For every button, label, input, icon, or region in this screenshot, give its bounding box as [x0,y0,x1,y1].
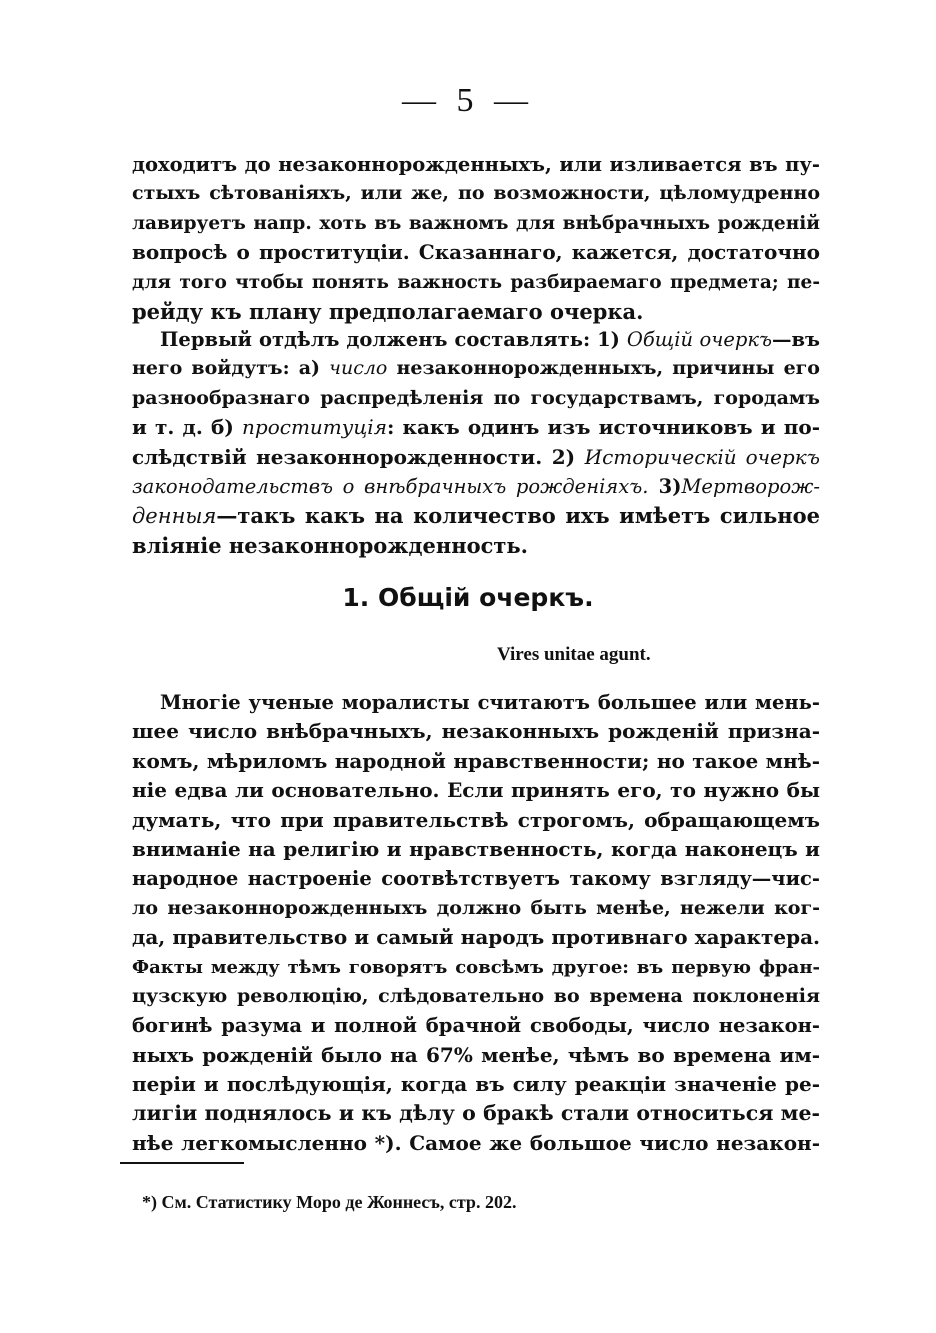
page-number: — 5 — [402,82,534,119]
text-line: лигіи поднялось и къ дѣлу о бракѣ стали относиться ме- [132,1101,820,1126]
text-line: разнообразнаго распредѣленія по государствамъ, городамъ [132,386,820,409]
text-line: народное настроеніе соотвѣтствуетъ такому взгляду—чис- [132,867,820,891]
paragraph-3 [132,688,820,1158]
text-line: лавируетъ напр. хоть въ важномъ для внѣбрачныхъ рожденій [132,212,820,234]
text-line: комъ, мѣриломъ народной нравственности; но такое мнѣ- [132,748,820,773]
italic-term: Мертворож- [681,474,820,498]
text-line: рейду къ плану предполагаемаго очерка. [132,298,644,324]
italic-term: проституція [242,415,387,440]
text-line: стыхъ сѣтованіяхъ, или же, по возможности, цѣломудренно [132,182,820,205]
text-line: Многіе ученые моралисты считаютъ большее или мень- [160,691,820,714]
text-segment: и т. д. б) [132,415,234,440]
paragraph-2 [132,325,820,560]
text-line [132,354,820,383]
text-segment: слѣдствій незаконнорожденности. 2) [132,444,576,469]
italic-term: Общій очеркъ [626,328,772,351]
text-line: думать, что при правительствѣ строгомъ, обращающемъ [132,807,820,832]
text-line: доходитъ до незаконнорожденныхъ, или изливается въ пу- [132,153,820,176]
text-segment: 3) [658,474,682,498]
section-heading: 1. Общій очеркъ. [342,583,594,612]
text-line [132,443,820,472]
paragraph-1 [132,150,820,326]
footnote: *) См. Статистику Моро де Жоннесъ, стр. 202. [142,1192,517,1212]
text-segment: : какъ одинъ изъ источниковъ и по- [386,415,820,440]
text-line [132,325,820,354]
text-line [132,472,820,501]
text-line: цузскую революцію, слѣдовательно во времена поклоненія [132,984,820,1007]
epigraph: Vires unitae agunt. [497,644,651,665]
text-segment: Первый отдѣлъ долженъ составлять: 1) [160,328,620,351]
text-line: вопросѣ о проституціи. Сказаннаго, кажется, достаточно [132,240,820,265]
text-line: ніе едва ли основательно. Если принять его, то нужно бы [132,778,820,803]
text-line: да, правительство и самый народъ противнаго характера. [132,925,820,950]
text-line [132,413,820,442]
italic-term: денныя [132,504,217,529]
footnote-divider [120,1162,244,1164]
italic-term: законодательствъ о внѣбрачныхъ рожденіяхъ. [132,474,649,498]
text-line: шее число внѣбрачныхъ, незаконныхъ рожденій призна- [132,719,820,744]
text-line: періи и послѣдующія, когда въ силу реакціи значеніе ре- [132,1072,820,1097]
text-line: нѣе легкомысленно *). Самое же большое число незакон- [132,1130,820,1155]
text-line: вліяніе незаконнорожденность. [132,532,528,558]
text-line: богинѣ разума и полной брачной свободы, число незакон- [132,1014,820,1038]
text-segment: —такъ какъ на количество ихъ имѣетъ сильное [216,503,820,529]
text-line: ныхъ рожденій было на 67% менѣе, чѣмъ во времена им- [132,1042,820,1067]
text-segment: него войдутъ: а) [132,357,321,380]
text-line: ло незаконнорожденныхъ должно быть менѣе, нежели ког- [132,896,820,919]
text-segment: —въ [772,328,820,351]
text-line [132,501,820,530]
text-line: Факты между тѣмъ говорятъ совсѣмъ другое: въ первую фран- [132,956,820,978]
text-line: вниманіе на религію и нравственность, когда наконецъ и [132,836,820,861]
text-segment: незаконнорожденныхъ, причины его [396,357,820,380]
text-line: для того чтобы понять важность разбираемаго предмета; пе- [132,271,820,293]
italic-term: число [329,357,388,380]
italic-term: Историческій очеркъ [584,444,820,469]
